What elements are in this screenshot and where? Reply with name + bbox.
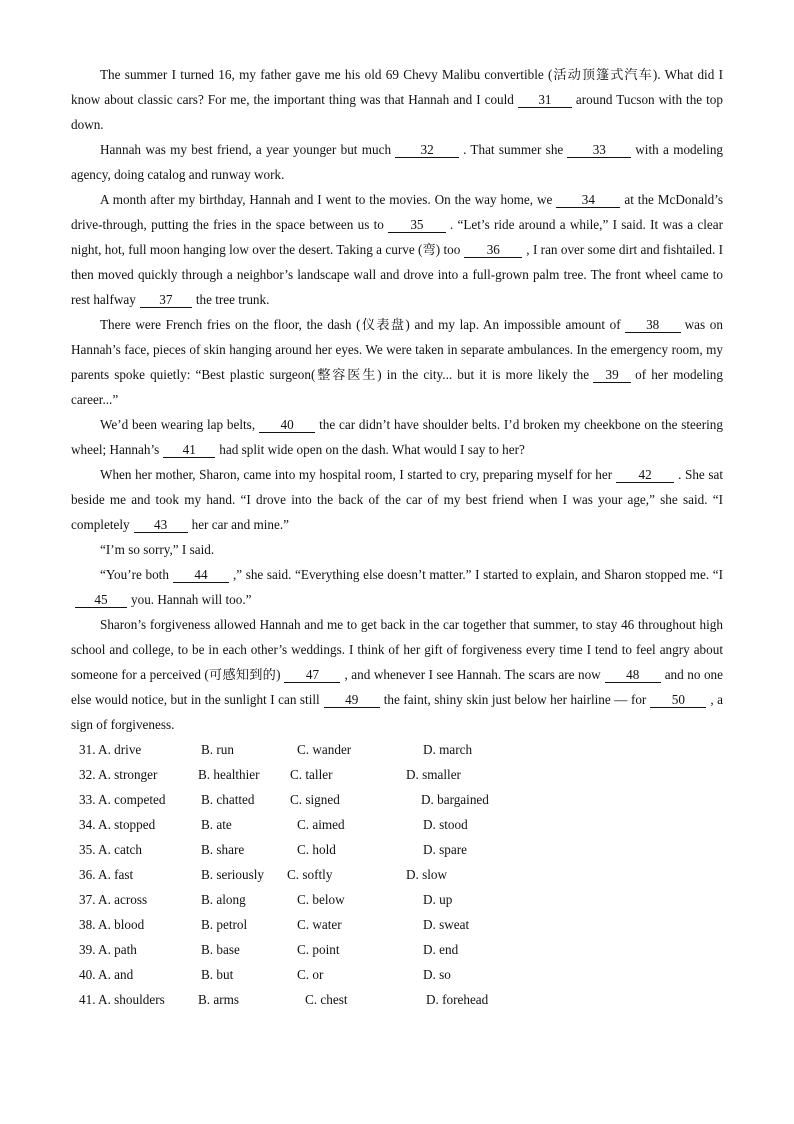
option-d: D. up xyxy=(423,892,453,907)
option-b: B. run xyxy=(201,742,234,757)
option-row-38 xyxy=(71,912,723,937)
blank-34: 34 xyxy=(556,193,620,208)
option-d: D. march xyxy=(423,742,473,757)
option-a: 40. A. and xyxy=(79,967,134,982)
blank-33: 33 xyxy=(567,143,631,158)
blank-50: 50 xyxy=(650,693,706,708)
option-d: D. sweat xyxy=(423,917,470,932)
blank-48: 48 xyxy=(605,668,661,683)
option-row-31 xyxy=(71,737,723,762)
option-b: B. share xyxy=(201,842,245,857)
paragraph-3: A month after my birthday, Hannah and I went to the movies. On the way home, we 34 at the McDonald’s drive-through, putting the fries in the space between us to 35 . “Let’s ride around a while,” I said. It was a clear night, hot, full moon hanging low over the desert. Taking a curve (弯) too 36 , I ran over some dirt and fishtailed. I then moved quickly through a neighbor’s landscape wall and drove into a full-grown palm tree. The front wheel came to rest halfway 37 the tree trunk. xyxy=(71,192,724,307)
option-c: C. water xyxy=(297,917,342,932)
option-c: C. or xyxy=(297,967,324,982)
blank-40: 40 xyxy=(259,418,315,433)
option-d: D. bargained xyxy=(421,792,489,807)
option-c: C. below xyxy=(297,892,345,907)
option-d: D. forehead xyxy=(426,992,489,1007)
option-row-33 xyxy=(71,787,723,812)
option-c: C. signed xyxy=(290,792,340,807)
option-d: D. end xyxy=(423,942,459,957)
option-c: C. taller xyxy=(290,767,333,782)
option-a: 33. A. competed xyxy=(79,792,166,807)
option-d: D. stood xyxy=(423,817,468,832)
blank-36: 36 xyxy=(464,243,522,258)
cloze-passage xyxy=(71,62,723,737)
option-row-37 xyxy=(71,887,723,912)
paragraph-8: “You’re both 44 ,” she said. “Everything else doesn’t matter.” I started to explain, and Sharon stopped me. “I45 you. Hannah will too.” xyxy=(71,562,723,612)
option-a: 36. A. fast xyxy=(79,867,134,882)
option-row-40 xyxy=(71,962,723,987)
blank-38: 38 xyxy=(625,318,681,333)
option-row-32 xyxy=(71,762,723,787)
option-b: B. petrol xyxy=(201,917,248,932)
paragraph-7: “I’m so sorry,” I said. xyxy=(100,542,215,557)
paragraph-1: The summer I turned 16, my father gave me his old 69 Chevy Malibu convertible (活动顶篷式汽车). What did I know about classic cars? For me, the important thing was that Hannah and I could 31 around Tucson with the top down. xyxy=(71,67,723,132)
option-row-41 xyxy=(71,987,723,1012)
paragraph-6: When her mother, Sharon, came into my hospital room, I started to cry, preparing myself for her 42 . She sat beside me and took my hand. “I drove into the back of the car of my best friend when I was your age,” she said. “I completely 43 her car and mine.” xyxy=(71,467,723,532)
option-a: 41. A. shoulders xyxy=(79,992,165,1007)
option-c: C. softly xyxy=(287,867,333,882)
option-d: D. smaller xyxy=(406,767,461,782)
blank-39: 39 xyxy=(593,368,631,383)
blank-45: 45 xyxy=(75,593,127,608)
option-row-34 xyxy=(71,812,723,837)
option-b: B. seriously xyxy=(201,867,265,882)
blank-37: 37 xyxy=(140,293,192,308)
blank-47: 47 xyxy=(284,668,340,683)
option-d: D. slow xyxy=(406,867,448,882)
paragraph-4: There were French fries on the floor, the dash (仪表盘) and my lap. An impossible amount of 38 was on Hannah’s face, pieces of skin hanging around her eyes. We were taken in separate ambulances. In the emergency room, my parents spoke quietly: “Best plastic surgeon(整容医生) in the city... but it is more likely the 39 of her modeling career...” xyxy=(71,317,723,407)
blank-41: 41 xyxy=(163,443,215,458)
blank-31: 31 xyxy=(518,93,572,108)
option-b: B. ate xyxy=(201,817,232,832)
option-c: C. hold xyxy=(297,842,336,857)
blank-42: 42 xyxy=(616,468,674,483)
blank-49: 49 xyxy=(324,693,380,708)
option-c: C. aimed xyxy=(297,817,345,832)
blank-35: 35 xyxy=(388,218,446,233)
option-b: B. base xyxy=(201,942,240,957)
option-c: C. chest xyxy=(305,992,348,1007)
blank-32: 32 xyxy=(395,143,459,158)
option-b: B. arms xyxy=(198,992,240,1007)
blank-43: 43 xyxy=(134,518,188,533)
option-a: 38. A. blood xyxy=(79,917,145,932)
option-row-36 xyxy=(71,862,723,887)
paragraph-2: Hannah was my best friend, a year younger but much 32 . That summer she 33 with a modeling agency, doing catalog and runway work. xyxy=(71,142,724,182)
option-a: 39. A. path xyxy=(79,942,137,957)
option-a: 34. A. stopped xyxy=(79,817,156,832)
option-b: B. chatted xyxy=(201,792,255,807)
blank-44: 44 xyxy=(173,568,229,583)
option-d: D. spare xyxy=(423,842,467,857)
option-d: D. so xyxy=(423,967,451,982)
option-b: B. healthier xyxy=(198,767,260,782)
option-row-35 xyxy=(71,837,723,862)
answer-options xyxy=(71,737,723,1012)
option-a: 32. A. stronger xyxy=(79,767,158,782)
option-c: C. wander xyxy=(297,742,352,757)
option-a: 37. A. across xyxy=(79,892,148,907)
paragraph-5: We’d been wearing lap belts, 40 the car didn’t have shoulder belts. I’d broken my cheekbone on the steering wheel; Hannah’s 41 had split wide open on the dash. What would I say to her? xyxy=(71,417,723,457)
option-a: 31. A. drive xyxy=(79,742,142,757)
option-a: 35. A. catch xyxy=(79,842,142,857)
option-c: C. point xyxy=(297,942,340,957)
paragraph-9: Sharon’s forgiveness allowed Hannah and me to get back in the car together that summer, to stay 46 throughout high school and college, to be in each other’s weddings. I think of her gift of forgiveness every time I tend to feel angry about someone for a perceived (可感知到的) 47 , and whenever I see Hannah. The scars are now 48 and no one else would notice, but in the sunlight I can still 49 the faint, shiny skin just below her hairline — for 50 , a sign of forgiveness. xyxy=(71,617,723,732)
option-b: B. but xyxy=(201,967,234,982)
option-b: B. along xyxy=(201,892,246,907)
option-row-39 xyxy=(71,937,723,962)
